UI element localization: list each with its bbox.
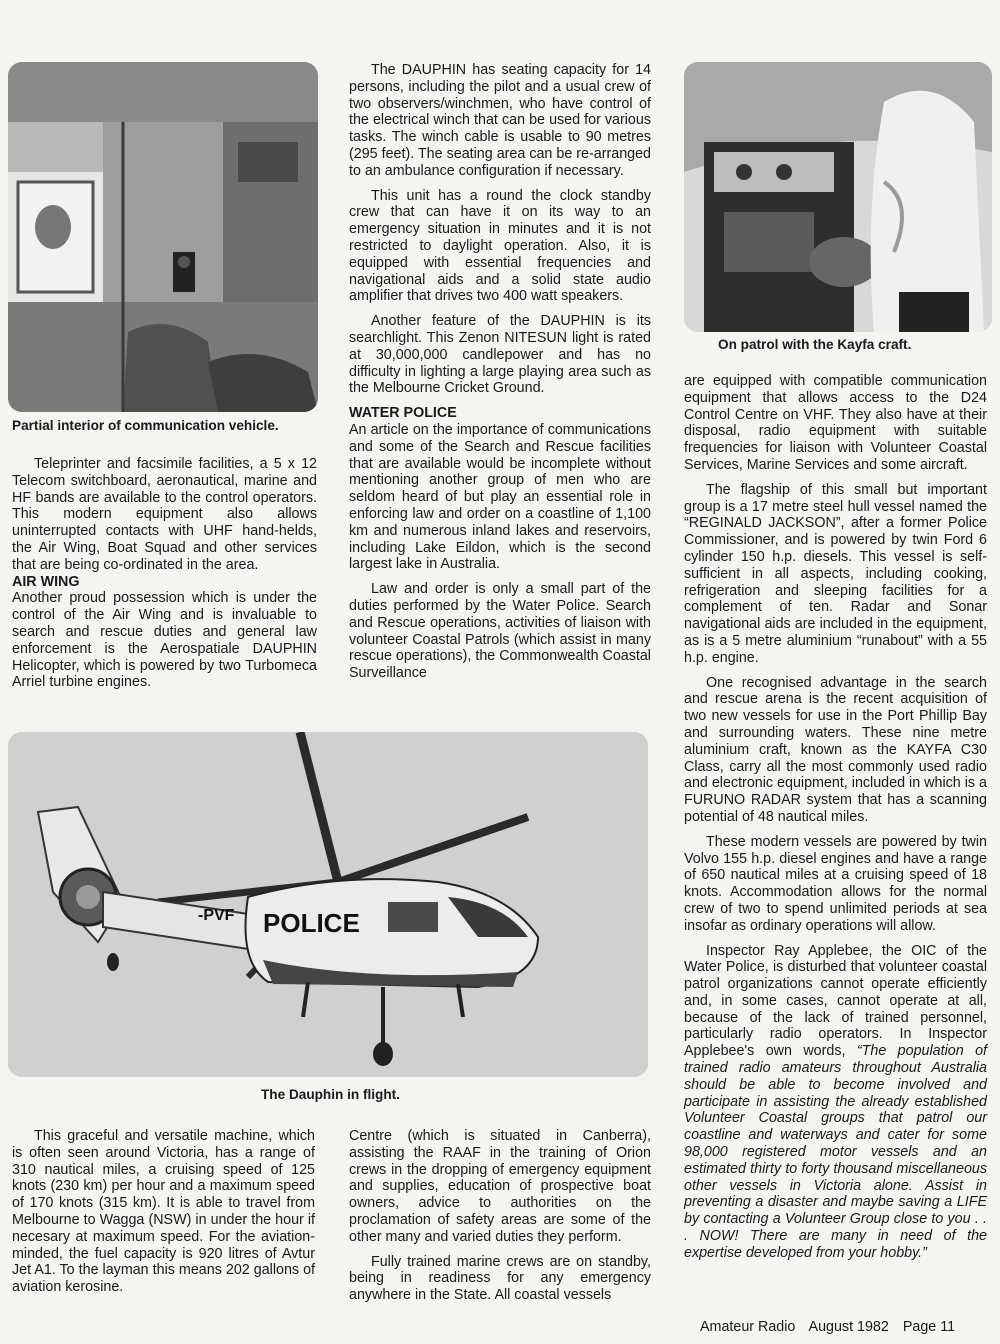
applebee-quote: “The population of trained radio amateurs throughout Australia should be able to become involved and participate in assisting the already established Volunteer Coastal groups that patrol our coastline and waterways and cater for some 98,000 registered motor vessels and an estimated thirty to forty thousand miscellaneous other vessels in Victoria alone. Assist in preventing a disaster and maybe saving a LIFE by contacting a Volunteer Group close to you . . . NOW! There are many in need of the expertise developed from your hobby.” [684, 1043, 987, 1261]
dauphin-photo [8, 732, 648, 1077]
versatile-machine-paragraph: This graceful and versatile machine, which is often seen around Victoria, has a range of 310 nautical miles, a cruising speed of 125 knots (230 km) per hour and a maximum speed of 170 knots (315 km). It is able to travel from Melbourne to Wagga (NSW) in under the hour if necesary at maximum speed. For the aviation-minded, the fuel capacity is 920 litres of Avtur Jet A1. To the layman this means 202 gallons of aviation kerosine. [12, 1128, 315, 1296]
kayfa-paragraph: One recognised advantage in the search and rescue arena is the recent acquisition of two new vessels for use in the Port Phillip Bay and surrounding waters. These nine metre aluminium craft, known as the KAYFA C30 Class, carry all the most commonly used radio and electronic equipment, included in which is a FURUNO RADAR system that has a scanning potential of 48 nautical miles. [684, 674, 987, 825]
interior-caption: Partial interior of communication vehicle. [12, 418, 279, 433]
kayfa-photo [684, 62, 992, 332]
searchlight-paragraph: Another feature of the DAUPHIN is its searchlight. This Zenon NITESUN light is rated at 30,000,000 candlepower and has no difficulty in lighting a large playing area such as the Melbourne Cricket Ground. [349, 313, 651, 397]
column2-top [349, 62, 651, 682]
column3 [684, 373, 987, 1262]
seating-paragraph: The DAUPHIN has seating capacity for 14 persons, including the pilot and a usual crew of two observers/winchmen, who have control of the electrical winch that can be used for various tasks. The winch cable is usable to 90 metres (295 feet). The seating area can be re-arranged to an ambulance configuration if necessary. [349, 62, 651, 179]
air-wing-heading: AIR WING [12, 573, 80, 590]
equipment-paragraph: are equipped with compatible communication equipment that allows access to the D24 Control Centre on VHF. They also have at their disposal, radio equipment with suitable frequencies for liaison with Volunteer Coastal Services, Marine Services and some aircraft. [684, 373, 987, 473]
kayfa-caption: On patrol with the Kayfa craft. [718, 337, 912, 352]
water-police-paragraph: An article on the importance of communications and some of the Search and Rescue facilities that are available would be incomplete without mentioning another group of men who are seldom heard of but play an essential role in enforcing law and order on a coastline of 1,100 km and numerous inland lakes and reservoirs, including Lake Eildon, which is the second largest lake in Australia. [349, 421, 651, 573]
standby-paragraph: This unit has a round the clock standby crew that can have it on its way to an emergency situation in minutes and it is not restricted to daylight operation. Also, it is equipped with essential frequencies and navigational aids and a solid state audio amplifier that drives two 400 watt speakers. [349, 187, 651, 305]
column1-bottom [12, 1128, 315, 1296]
page-footer [700, 1318, 992, 1336]
column2-bottom [349, 1128, 651, 1304]
footer-issue: August 1982 [808, 1319, 889, 1335]
teleprinter-paragraph: Teleprinter and facsimile facilities, a 5 x 12 Telecom switchboard, aeronautical, marine and HF bands are available to the control operators. This modern equipment also allows uninterrupted contacts with UHF hand-helds, the Air Wing, Boat Squad and other services that are being co-ordinated in the area. [12, 456, 317, 573]
column1-top [12, 456, 317, 691]
volvo-paragraph: These modern vessels are powered by twin Volvo 155 h.p. diesel engines and have a range of 650 nautical miles at a cruising speed of 18 knots. Accommodation allows for the normal crew of two to spend unlimited periods at sea insofar as ordinary operations will allow. [684, 833, 987, 934]
centre-paragraph: Centre (which is situated in Canberra), assisting the RAAF in the training of Orion crews in the dropping of emergency equipment and supplies, education of prospective boat owners, advice to authorities on the proclamation of safety areas are some of the other many and varied duties they perform. [349, 1128, 651, 1245]
footer-magazine: Amateur Radio [700, 1319, 796, 1335]
police-marking: POLICE [263, 908, 360, 938]
flagship-paragraph: The flagship of this small but important group is a 17 metre steel hull vessel named the “REGINALD JACKSON”, after a former Police Commissioner, and is powered by twin Ford 6 cylinder 150 h.p. diesels. This vessel is self-sufficient in all aspects, including cooking, refrigeration and sleeping facilities for a complement of ten. Radar and Sonar navigational aids are included in the equipment, as is a 5 metre aluminium “runabout” with a 55 h.p. engine. [684, 481, 987, 666]
dauphin-caption: The Dauphin in flight. [261, 1087, 400, 1102]
applebee-text: Inspector Ray Applebee, the OIC of the Water Police, is disturbed that volunteer coastal patrol organizations cannot operate efficiently and, in some cases, cannot operate at all, because of the lack of trained personnel, particularly radio operators. In Inspector Applebee's own words, [684, 942, 987, 1060]
air-wing-paragraph: Another proud possession which is under the control of the Air Wing and is invaluable to search and rescue duties and general law enforcement is the Aerospatiale DAUPHIN Helicopter, which is powered by two Turbomeca Arriel turbine engines. [12, 590, 317, 691]
interior-photo [8, 62, 318, 412]
footer-page: Page 11 [902, 1319, 956, 1335]
water-police-heading: WATER POLICE [349, 405, 457, 422]
marine-crews-paragraph: Fully trained marine crews are on standby, being in readiness for any emergency anywhere in the State. All coastal vessels [349, 1253, 651, 1304]
registration-marking: -PVF [198, 907, 235, 924]
applebee-paragraph [684, 943, 987, 1262]
law-order-paragraph: Law and order is only a small part of the duties performed by the Water Police. Search and Rescue operations, activities of liaison with volunteer Coastal Patrols (which assist in many rescue operations), the Commonwealth Coastal Surveillance [349, 581, 651, 682]
